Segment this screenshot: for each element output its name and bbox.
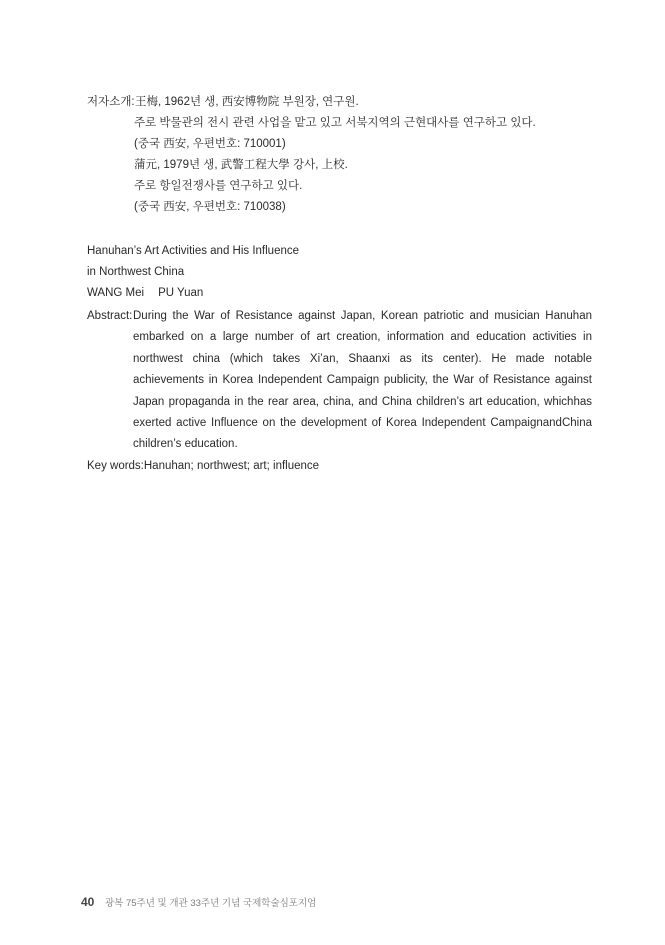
author-line-4 <box>87 158 607 179</box>
author-info-text: 주로 박물관의 전시 관련 사업을 맡고 있고 서북지역의 근현대사를 연구하고 있다. <box>134 117 536 129</box>
author-line-3 <box>87 137 607 158</box>
page-number: 40 <box>81 895 95 909</box>
author-info-text: 蒲元, 1979년 생, 武警工程大學 강사, 上校. <box>134 159 348 171</box>
page-footer <box>81 895 316 909</box>
author-address: (중국 西安, 우편번호: 710038) <box>134 201 286 213</box>
english-title-line-2: in Northwest China <box>87 266 185 278</box>
author-name: WANG Mei <box>87 287 145 299</box>
author-address: (중국 西安, 우편번호: 710001) <box>134 138 286 150</box>
english-abstract-section <box>87 243 592 477</box>
author-introduction <box>87 95 607 221</box>
english-title-line-1: Hanuhan’s Art Activities and His Influence <box>87 245 300 257</box>
author-line-1 <box>87 95 607 116</box>
author-line-5 <box>87 179 607 200</box>
author-intro-label: 저자소개: <box>87 96 135 108</box>
author-line-6 <box>87 200 607 221</box>
running-title: 광복 75주년 및 개관 33주년 기념 국제학술심포지엄 <box>105 898 317 909</box>
keywords: Key words:Hanuhan; northwest; art; influence <box>87 459 320 472</box>
author-info-text: 주로 항일전쟁사를 연구하고 있다. <box>134 180 303 192</box>
author-line-2 <box>87 116 607 137</box>
abstract-label: Abstract: <box>87 310 133 322</box>
english-authors <box>87 285 592 306</box>
author-name: PU Yuan <box>158 287 204 299</box>
abstract-text: During the War of Resistance against Japan, Korean patriotic and musician Hanuhan embarked on a large number of art creation, information and education activities in northwest china (which takes Xi’an, Shaanxi as its center). He made notable achievements in Korea Independent Campaign publicity, the War of Resistance against Japan propaganda in the rear area, china, and China children’s art education, whichhas exerted active Influence on the development of Korea Independent CampaignandChina children’s education. <box>133 310 592 451</box>
abstract <box>87 306 592 456</box>
author-info-text: 王梅, 1962년 생, 西安博物院 부원장, 연구원. <box>135 96 359 108</box>
